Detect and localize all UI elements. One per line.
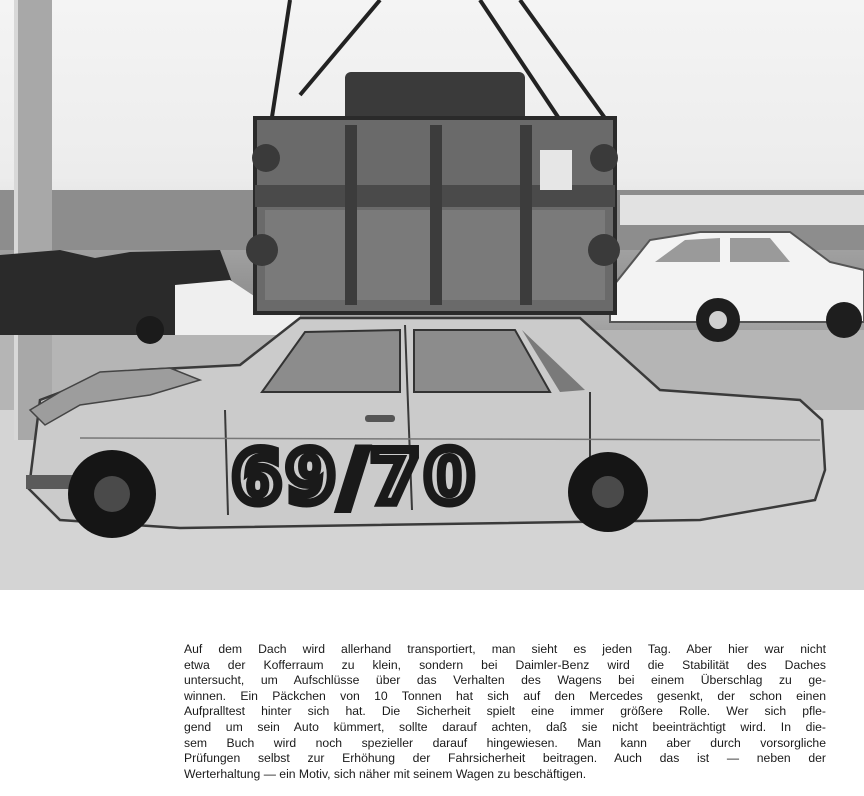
test-weight-top xyxy=(345,72,525,122)
caption-line: gend um sein Auto kümmert, sollte darauf achten, daß sie nicht beeinträchtigt wird. In die- xyxy=(184,719,826,734)
caption-line: Aufpralltest hinter sich hat. Die Sicherheit spielt eine immer größere Rolle. Wer sich pfle- xyxy=(184,704,826,719)
caption-line: etwa der Kofferraum zu klein, sondern bei Daimler-Benz wird die Stabilität des Daches xyxy=(184,657,826,672)
lamp-post xyxy=(18,0,52,440)
caption-line: Werterhaltung — ein Motiv, sich näher mit seinem Wagen zu beschäftigen. xyxy=(184,766,587,781)
caption-line: Prüfungen selbst zur Erhöhung der Fahrsicherheit beitragen. Auch das ist — neben der xyxy=(184,751,826,766)
caption-line: winnen. Ein Päckchen von 10 Tonnen hat sich auf den Mercedes gesenkt, der schon einen xyxy=(184,688,826,703)
door-handle xyxy=(365,415,395,422)
car-test-number: 69/70 xyxy=(231,435,479,519)
caption-line: untersucht, um Aufschlüsse über das Verhalten des Wagens bei einem Überschlag zu ge- xyxy=(184,673,826,688)
weight-label-plate xyxy=(540,150,572,190)
caption-line: Auf dem Dach wird allerhand transportiert, man sieht es jeden Tag. Aber hier war nicht xyxy=(184,642,826,656)
caption-line: sem Buch wird noch spezieller darauf hingewiesen. Man kann aber durch vorsorgliche xyxy=(184,735,826,750)
crane-cable xyxy=(270,0,290,130)
photo-caption xyxy=(184,642,826,782)
background-building xyxy=(620,195,864,225)
